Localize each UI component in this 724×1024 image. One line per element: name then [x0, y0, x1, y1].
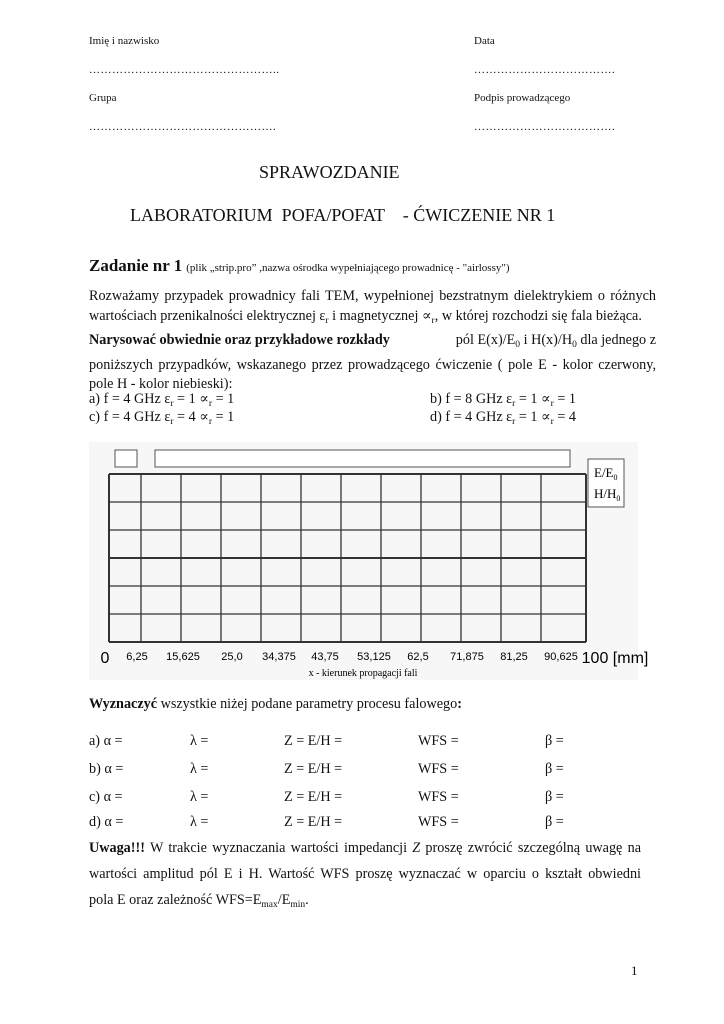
sub-0: 0 — [572, 340, 577, 350]
params-intro — [89, 695, 462, 715]
task-line-2 — [89, 307, 656, 332]
param-z: Z = E/H = — [284, 733, 343, 749]
sub-0: 0 — [515, 340, 521, 350]
case-d — [430, 409, 576, 427]
case-c — [89, 409, 234, 427]
sub-r: r — [170, 399, 174, 409]
param-lambda: λ = — [190, 733, 209, 749]
sub-r: r — [208, 417, 213, 427]
tick-label: 81,25 — [500, 651, 528, 663]
sub-r: r — [550, 417, 554, 427]
sub-r: r — [208, 399, 213, 409]
task-line-4: poniższych przypadków, wskazanego przez prowadzącego ćwiczenie ( pole E - kolor czerwony, — [89, 356, 656, 373]
params-intro-colon: : — [457, 696, 462, 712]
note-line-1-b: proszę zwrócić szczególną uwagę na — [420, 840, 641, 856]
param-alpha: b) α = — [89, 761, 124, 777]
task-note: (plik „strip.pro” ,nazwa ośrodka wypełniającego prowadnicę - "airlossy") — [186, 262, 510, 274]
plot-small-box — [115, 450, 137, 467]
case-a — [89, 391, 234, 409]
group-field-dots: …………………………………………. — [89, 121, 277, 133]
note-line-1-a: W trakcie wyznaczania wartości impedancji — [144, 840, 413, 856]
sub-r: r — [325, 315, 329, 326]
page-number: 1 — [631, 963, 638, 978]
legend-h-text: H/H — [594, 486, 617, 501]
tick-label: 53,125 — [357, 651, 391, 663]
tick-label: 15,625 — [166, 651, 200, 663]
note-sub-min: min — [290, 900, 306, 910]
name-label: Imię i nazwisko — [89, 35, 160, 47]
param-wfs: WFS = — [418, 789, 459, 805]
task-line-1: Rozważamy przypadek prowadnicy fali TEM, wypełnionej bezstratnym dielektrykiem o różnych — [89, 288, 656, 304]
note-line-3-b: /E — [277, 892, 291, 908]
param-z: Z = E/H = — [284, 761, 343, 777]
param-wfs: WFS = — [418, 814, 459, 830]
note-line-3 — [89, 887, 641, 918]
params-intro-bold: Wyznaczyć — [89, 696, 158, 712]
note-bold: Uwaga!!! — [89, 840, 145, 856]
task-line-3-d: dla jednego z — [576, 332, 656, 348]
task-line-3-fields — [456, 331, 656, 356]
case-c-mid: = 4 ∝ — [173, 409, 209, 425]
plot-background — [89, 442, 638, 680]
param-lambda: λ = — [190, 814, 209, 830]
case-d-mid: = 1 ∝ — [515, 409, 551, 425]
task-title: Zadanie nr 1 — [89, 256, 183, 275]
note-line-2: wartości amplitud pól E i H. Wartość WFS proszę wyznaczać w oparciu o kształt obwiedni — [89, 866, 641, 882]
note-line-1 — [89, 835, 641, 861]
task-line-3 — [89, 331, 656, 356]
sub-r: r — [512, 417, 516, 427]
task-line-3-c: i H(x)/H — [520, 332, 573, 348]
page-title: SPRAWOZDANIE — [259, 162, 400, 182]
task-line-2-b: i magnetycznej ∝ — [328, 307, 432, 324]
case-d-label: d) f = 4 GHz ε — [430, 409, 513, 425]
tick-label: 100 [mm] — [581, 650, 649, 667]
param-beta: β = — [545, 789, 564, 805]
note-line-1-z: Z — [412, 840, 421, 856]
param-alpha: a) α = — [89, 733, 123, 749]
legend-e-sub: 0 — [613, 473, 618, 482]
task-line-2-a: wartościach przenikalności elektrycznej ε — [89, 307, 326, 324]
param-wfs: WFS = — [418, 761, 459, 777]
tick-label: 62,5 — [407, 651, 429, 663]
note-sub-max: max — [261, 900, 278, 910]
field-plot — [89, 442, 649, 680]
legend-h-sub: 0 — [616, 494, 621, 503]
case-a-label: a) f = 4 GHz ε — [89, 391, 171, 407]
param-lambda: λ = — [190, 789, 209, 805]
signature-field-dots: ………………………………. — [474, 121, 616, 133]
task-line-2-c: , w której rozchodzi się fala bieżąca. — [434, 307, 642, 324]
param-z: Z = E/H = — [284, 814, 343, 830]
case-c-end: = 1 — [212, 409, 235, 425]
signature-label: Podpis prowadzącego — [474, 92, 571, 104]
plot-title-box — [155, 450, 570, 467]
page-subtitle: LABORATORIUM POFA/POFAT - ĆWICZENIE NR 1 — [130, 205, 556, 225]
param-beta: β = — [545, 814, 564, 830]
sub-r: r — [431, 315, 435, 326]
param-wfs: WFS = — [418, 733, 459, 749]
task-paragraph — [89, 287, 656, 395]
tick-label: 34,375 — [262, 651, 296, 663]
case-c-label: c) f = 4 GHz ε — [89, 409, 171, 425]
param-z: Z = E/H = — [284, 789, 343, 805]
note-paragraph — [89, 835, 641, 918]
case-b-mid: = 1 ∝ — [515, 391, 551, 407]
tick-label: 43,75 — [311, 651, 339, 663]
param-alpha: d) α = — [89, 814, 124, 830]
param-beta: β = — [545, 733, 564, 749]
case-b-end: = 1 — [553, 391, 577, 407]
param-alpha: c) α = — [89, 789, 123, 805]
tick-label: 71,875 — [450, 651, 484, 663]
legend-e-text: E/E — [594, 465, 614, 480]
tick-label: 6,25 — [126, 651, 148, 663]
field-plot-svg — [89, 442, 649, 680]
plot-x-label: x - kierunek propagacji fali — [308, 668, 418, 679]
case-d-end: = 4 — [553, 409, 577, 425]
sub-r: r — [512, 399, 516, 409]
note-line-3-a: pola E oraz zależność WFS=E — [89, 892, 262, 908]
date-field-dots: ………………………………. — [474, 64, 616, 76]
sub-r: r — [170, 417, 174, 427]
case-b-label: b) f = 8 GHz ε — [430, 391, 513, 407]
name-field-dots: ………………………………………….. — [89, 64, 280, 76]
sub-r: r — [550, 399, 554, 409]
date-label: Data — [474, 35, 495, 47]
case-b — [430, 391, 576, 409]
task-line-3-bold: Narysować obwiednie oraz przykładowe rozkłady — [89, 332, 390, 348]
tick-label: 25,0 — [221, 651, 243, 663]
task-line-3-b: pól E(x)/E — [455, 332, 516, 348]
group-label: Grupa — [89, 92, 117, 104]
tick-label: 0 — [100, 650, 110, 667]
task-line-5: pole H - kolor niebieski): — [89, 376, 233, 392]
param-lambda: λ = — [190, 761, 209, 777]
note-line-3-c: . — [305, 892, 309, 908]
tick-label: 90,625 — [544, 651, 578, 663]
task-heading — [89, 256, 510, 276]
param-beta: β = — [545, 761, 564, 777]
case-a-mid: = 1 ∝ — [173, 391, 209, 407]
params-intro-rest: wszystkie niżej podane parametry procesu falowego — [157, 696, 458, 712]
case-a-end: = 1 — [212, 391, 235, 407]
